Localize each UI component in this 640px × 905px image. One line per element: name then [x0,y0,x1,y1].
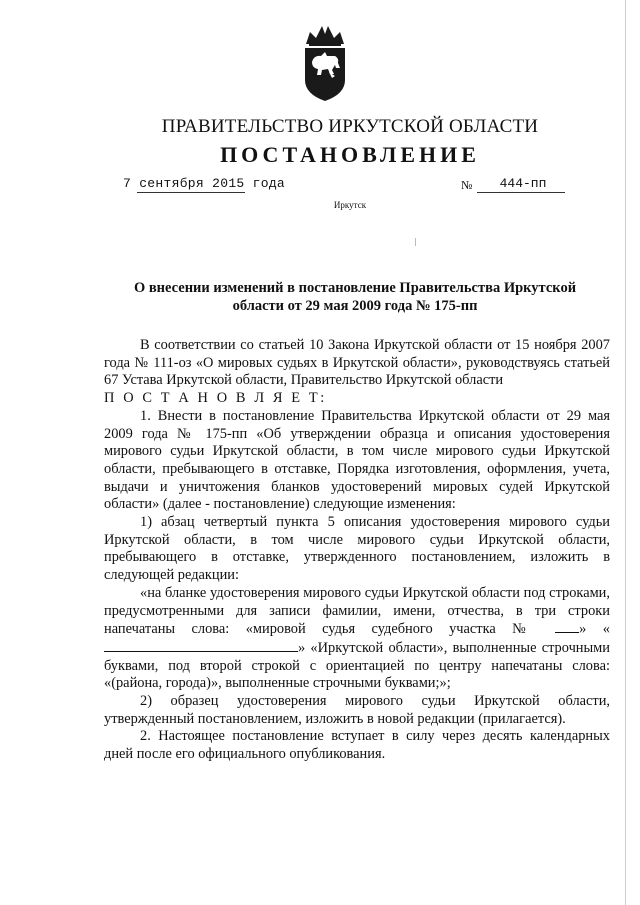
blank-line-long [104,639,298,652]
item-2-paragraph: 2. Настоящее постановление вступает в силу через десять календарных дней после его официального опубликования. [104,728,610,763]
decree-body [104,337,610,764]
government-title: ПРАВИТЕЛЬСТВО ИРКУТСКОЙ ОБЛАСТИ [161,116,539,137]
quote-part-b: » [579,621,587,638]
city-name: Иркутск [333,200,367,210]
decree-number: 444-пп [499,176,547,191]
item-1-2-paragraph: 2) образец удостоверения мирового судьи Иркутской области, утвержденный постановлением, изложить в новой редакции (прилагается). [104,693,610,727]
decree-date: 7 сентября 2015 года [123,176,286,191]
decree-subject: О внесении изменений в постановление Правительства Иркутской области от 29 мая 2009 года № 175-пп [133,280,577,314]
item-1-1-paragraph: 1) абзац четвертый пункта 5 описания удостоверения мирового судьи Иркутской области, в том числе мирового судьи Иркутской области, пребывающего в отставке, утвержденного постановлением, изложить в следующей редакции: [104,514,610,584]
item-1-paragraph: 1. Внести в постановление Правительства Иркутской области от 29 мая 2009 года № 175-пп «Об утверждении образца и описания удостоверения мирового судьи Иркутской области, в том числе мирового судьи Иркутской области, пребывающего в отставке, Порядка изготовления, оформления, учета, выдачи и уничтожения бланков удостоверений мировых судей Иркутской области» (далее - постановление) следующие изменения: [104,407,610,513]
date-underline [137,192,245,193]
number-sign: № [461,178,473,192]
quote-part-c: « [602,621,610,638]
resolves-heading: П О С Т А Н О В Л Я Е Т: [104,390,327,407]
scan-mark [415,238,416,246]
quote-part-d: » «Иркутской области», выполненные строчными буквами, под второй строкой с ориентацией по центру напечатаны слова: «(района, города)», выполненные строчными буквами;»; [104,639,610,692]
decree-title: ПОСТАНОВЛЕНИЕ [220,142,480,167]
quote-part-a: «на бланке удостоверения мирового судьи Иркутской области под строками, предусмотренными для записи фамилии, имени, отчества, в три строки напечатаны слова: «мировой судья судебного участка № [104,584,610,638]
coat-of-arms-icon [302,22,348,102]
blank-line-short [555,620,579,633]
number-underline [477,192,565,193]
quoted-text-paragraph [104,585,610,693]
preamble-paragraph: В соответствии со статьей 10 Закона Иркутской области от 15 ноября 2007 года № 111-оз «О мировых судьях в Иркутской области», руководствуясь статьей 67 Устава Иркутской области, Правительство Иркутской области [104,337,610,389]
